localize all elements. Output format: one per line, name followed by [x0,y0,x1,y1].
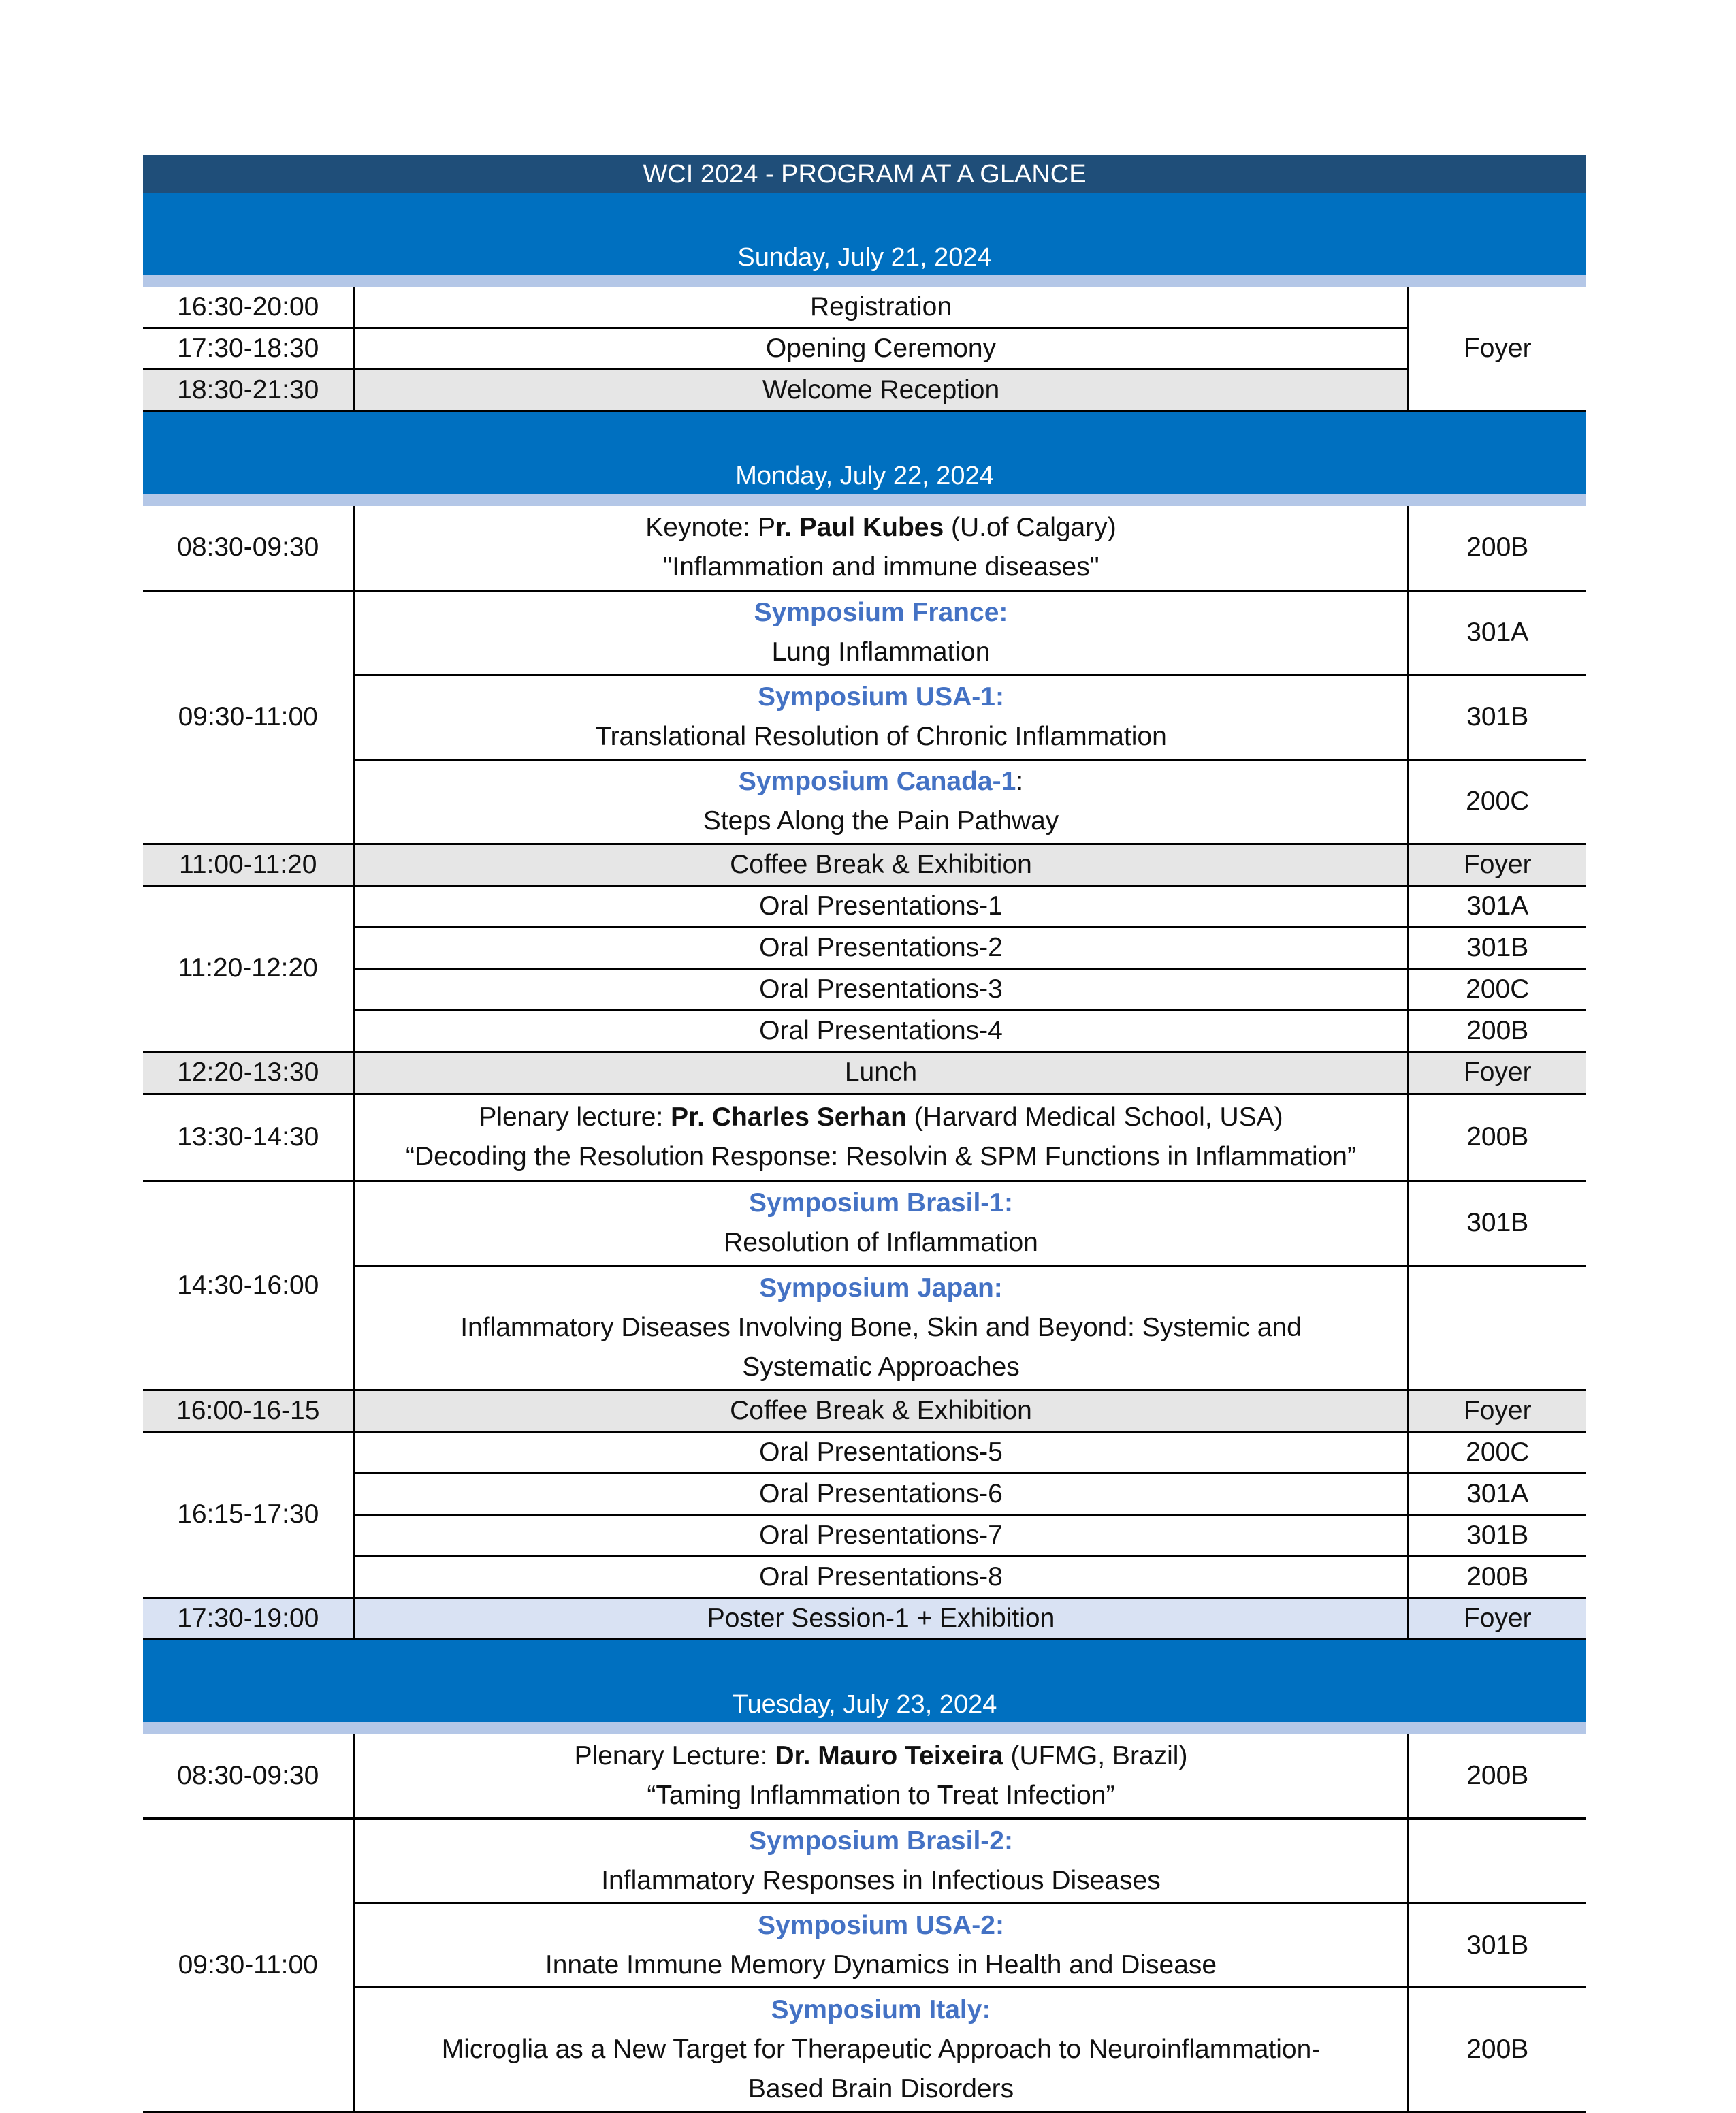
room-cell: 301A [1408,885,1586,927]
table-row [143,675,1586,759]
day-header-monday: Monday, July 22, 2024 [143,412,1586,494]
time-cell: 09:30-11:00 [143,590,354,844]
symposium-cell: Symposium USA-1: Translational Resolution of Chronic Inflammation [354,675,1408,759]
time-cell: 08:30-09:30 [143,1734,354,1819]
event-cell: Oral Presentations-6 [354,1473,1408,1514]
table-row [143,1988,1586,2112]
table-row [143,927,1586,968]
table-row [143,1181,1586,1265]
table-row [143,1094,1586,1181]
room-cell: Foyer [1408,844,1586,885]
symposium-cell: Symposium Italy: Microglia as a New Target for Therapeutic Approach to Neuroinflammation- Based Brain Disorders [354,1988,1408,2112]
table-row [143,1734,1586,1819]
table-row [143,370,1586,411]
table-row [143,1903,1586,1988]
event-cell: Oral Presentations-3 [354,968,1408,1010]
table-row [143,506,1586,590]
time-cell: 09:30-11:00 [143,1819,354,2112]
room-cell: 301B [1408,675,1586,759]
time-cell: 11:20-12:20 [143,885,354,1051]
time-cell: 16:00-16-15 [143,1390,354,1431]
event-cell: Oral Presentations-5 [354,1431,1408,1473]
table-row [143,590,1586,675]
time-cell: 12:20-13:30 [143,1051,354,1094]
table-row [143,1265,1586,1390]
room-cell: 301A [1408,1473,1586,1514]
event-cell: Registration [354,287,1408,328]
table-row [143,1514,1586,1556]
plenary-cell: Plenary Lecture: Dr. Mauro Teixeira (UFMG, Brazil) “Taming Inflammation to Treat Infection” [354,1734,1408,1819]
day-strip [143,1722,1586,1734]
schedule-sunday [143,287,1586,412]
symposium-cell: Symposium USA-2: Innate Immune Memory Dynamics in Health and Disease [354,1903,1408,1988]
symposium-cell: Symposium Canada-1: Steps Along the Pain Pathway [354,759,1408,844]
table-row [143,328,1586,370]
room-cell: 200B [1408,506,1586,590]
keynote-cell: Keynote: Pr. Paul Kubes (U.of Calgary) "Inflammation and immune diseases" [354,506,1408,590]
room-cell [1408,1819,1586,1903]
time-cell: 14:30-16:00 [143,1181,354,1390]
table-row [143,1431,1586,1473]
room-cell: 200B [1408,1094,1586,1181]
symposium-cell: Symposium France: Lung Inflammation [354,590,1408,675]
table-row [143,759,1586,844]
program-title: WCI 2024 - PROGRAM AT A GLANCE [143,155,1586,193]
event-cell: Lunch [354,1051,1408,1094]
room-cell: 200B [1408,1556,1586,1598]
room-cell: 301B [1408,1514,1586,1556]
room-cell: 301B [1408,1903,1586,1988]
table-row [143,1598,1586,1639]
day-strip [143,275,1586,287]
event-cell: Coffee Break & Exhibition [354,844,1408,885]
event-cell: Welcome Reception [354,370,1408,411]
time-cell: 11:00-11:20 [143,844,354,885]
room-cell: 301B [1408,927,1586,968]
day-header-tuesday: Tuesday, July 23, 2024 [143,1640,1586,1722]
room-cell: 200C [1408,968,1586,1010]
table-row [143,1010,1586,1051]
time-cell: 17:30-19:00 [143,1598,354,1639]
room-cell: 200C [1408,759,1586,844]
event-cell: Oral Presentations-8 [354,1556,1408,1598]
table-row [143,1390,1586,1431]
event-cell: Opening Ceremony [354,328,1408,370]
table-row [143,844,1586,885]
day-header-sunday: Sunday, July 21, 2024 [143,193,1586,275]
time-cell: 08:30-09:30 [143,506,354,590]
time-cell: 16:30-20:00 [143,287,354,328]
event-cell: Oral Presentations-2 [354,927,1408,968]
room-cell: 200C [1408,1431,1586,1473]
schedule-monday [143,506,1586,1640]
time-cell: 13:30-14:30 [143,1094,354,1181]
event-cell: Oral Presentations-7 [354,1514,1408,1556]
event-cell: Coffee Break & Exhibition [354,1390,1408,1431]
table-row [143,1473,1586,1514]
room-cell: 301B [1408,1181,1586,1265]
time-cell: 18:30-21:30 [143,370,354,411]
event-cell: Oral Presentations-1 [354,885,1408,927]
room-cell: 200B [1408,1988,1586,2112]
room-cell: Foyer [1408,1390,1586,1431]
day-strip [143,494,1586,506]
table-row [143,287,1586,328]
schedule-tuesday [143,1734,1586,2113]
room-cell: 200B [1408,1010,1586,1051]
plenary-cell: Plenary lecture: Pr. Charles Serhan (Harvard Medical School, USA) “Decoding the Resolution Response: Resolvin & SPM Functions in Inflammation” [354,1094,1408,1181]
room-cell: 301A [1408,590,1586,675]
table-row [143,968,1586,1010]
room-cell [1408,1265,1586,1390]
symposium-cell: Symposium Japan: Inflammatory Diseases Involving Bone, Skin and Beyond: Systemic and Systematic Approaches [354,1265,1408,1390]
room-cell: Foyer [1408,287,1586,411]
program-page [143,155,1586,2113]
room-cell: Foyer [1408,1051,1586,1094]
symposium-cell: Symposium Brasil-1: Resolution of Inflammation [354,1181,1408,1265]
symposium-cell: Symposium Brasil-2: Inflammatory Responses in Infectious Diseases [354,1819,1408,1903]
time-cell: 17:30-18:30 [143,328,354,370]
table-row [143,1051,1586,1094]
time-cell: 16:15-17:30 [143,1431,354,1598]
event-cell: Poster Session-1 + Exhibition [354,1598,1408,1639]
table-row [143,1819,1586,1903]
table-row [143,885,1586,927]
table-row [143,1556,1586,1598]
room-cell: 200B [1408,1734,1586,1819]
event-cell: Oral Presentations-4 [354,1010,1408,1051]
room-cell: Foyer [1408,1598,1586,1639]
